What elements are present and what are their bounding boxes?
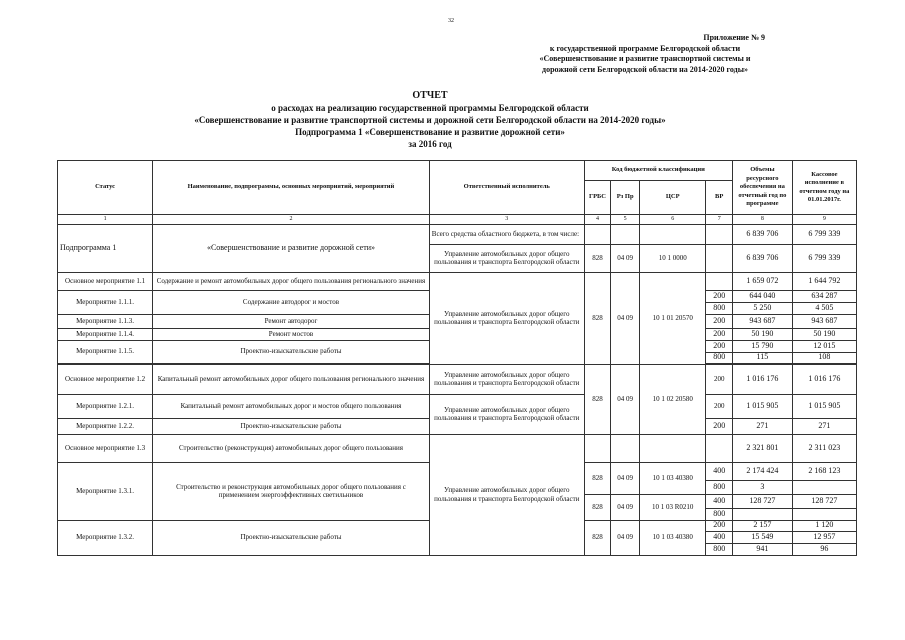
header-volume: Объемы ресурсного обеспечения на отчетный год по программе — [733, 161, 793, 215]
cash-cell: 271 — [792, 418, 856, 434]
csr-cell: 10 1 0000 — [640, 244, 706, 272]
rzpr-cell — [611, 434, 640, 462]
csr-cell: 10 1 03 40380 — [640, 520, 706, 555]
grbs-cell: 828 — [584, 520, 611, 555]
vr-cell: 400 — [706, 494, 733, 508]
status-cell: Мероприятие 1.3.2. — [58, 520, 153, 555]
vr-cell — [706, 224, 733, 244]
cash-cell: 943 687 — [792, 314, 856, 328]
col-num: 1 — [58, 215, 153, 225]
report-subprogram: Подпрограмма 1 «Совершенствование и развитие дорожной сети» — [295, 127, 565, 137]
volume-cell: 6 839 706 — [733, 224, 793, 244]
executor-cell: Всего средства областного бюджета, в том числе: — [429, 224, 584, 244]
csr-cell: 10 1 02 20580 — [640, 364, 706, 434]
vr-cell: 200 — [706, 418, 733, 434]
cash-cell: 12 957 — [792, 531, 856, 543]
rzpr-cell: 04 09 — [611, 272, 640, 364]
name-cell: Содержание автодорог и мостов — [153, 290, 430, 314]
status-cell: Мероприятие 1.1.5. — [58, 340, 153, 363]
executor-cell: Управление автомобильных дорог общего пользования и транспорта Белгородской области — [429, 272, 584, 364]
name-cell: Ремонт автодорог — [153, 314, 430, 328]
rzpr-cell: 04 09 — [611, 520, 640, 555]
col-num: 2 — [153, 215, 430, 225]
cash-cell: 634 287 — [792, 290, 856, 302]
vr-cell: 800 — [706, 508, 733, 520]
vr-cell: 400 — [706, 531, 733, 543]
cash-cell — [792, 480, 856, 494]
vr-cell: 200 — [706, 328, 733, 340]
report-subtitle-2: «Совершенствование и развитие транспортной системы и дорожной сети Белгородской области на 2014-2020 годы» — [194, 115, 666, 125]
appendix-number: Приложение № 9 — [703, 33, 765, 42]
volume-cell: 15 790 — [733, 340, 793, 352]
volume-cell: 943 687 — [733, 314, 793, 328]
cash-cell: 6 799 339 — [792, 244, 856, 272]
cash-cell: 4 505 — [792, 302, 856, 314]
csr-cell: 10 1 01 20570 — [640, 272, 706, 364]
csr-cell: 10 1 03 R0210 — [640, 494, 706, 520]
vr-cell: 800 — [706, 352, 733, 363]
volume-cell: 6 839 706 — [733, 244, 793, 272]
cash-cell — [792, 508, 856, 520]
grbs-cell: 828 — [584, 364, 611, 434]
vr-cell: 200 — [706, 364, 733, 394]
vr-cell — [706, 272, 733, 290]
grbs-cell — [584, 224, 611, 244]
vr-cell: 800 — [706, 480, 733, 494]
name-cell: Проектно-изыскательские работы — [153, 418, 430, 434]
col-num: 3 — [429, 215, 584, 225]
header-grbs: ГРБС — [584, 181, 611, 215]
name-cell: Капитальный ремонт автомобильных дорог общего пользования регионального значения — [153, 364, 430, 394]
executor-cell: Управление автомобильных дорог общего пользования и транспорта Белгородской области — [429, 244, 584, 272]
report-title — [150, 90, 710, 150]
header-csr: ЦСР — [640, 181, 706, 215]
name-cell: Содержание и ремонт автомобильных дорог общего пользования регионального значения — [153, 272, 430, 290]
col-num: 6 — [640, 215, 706, 225]
header-executor: Ответственный исполнитель — [429, 161, 584, 215]
cash-cell: 2 311 023 — [792, 434, 856, 462]
cash-cell: 1 015 905 — [792, 394, 856, 418]
rzpr-cell: 04 09 — [611, 244, 640, 272]
appendix-header — [525, 33, 765, 75]
status-cell: Основное мероприятие 1.2 — [58, 364, 153, 394]
report-year: за 2016 год — [408, 139, 452, 149]
col-num: 5 — [611, 215, 640, 225]
status-cell: Мероприятие 1.1.3. — [58, 314, 153, 328]
cash-cell: 128 727 — [792, 494, 856, 508]
vr-cell: 200 — [706, 290, 733, 302]
header-vr: ВР — [706, 181, 733, 215]
grbs-cell: 828 — [584, 462, 611, 494]
status-cell: Мероприятие 1.3.1. — [58, 462, 153, 520]
status-cell: Мероприятие 1.1.4. — [58, 328, 153, 340]
col-num: 4 — [584, 215, 611, 225]
vr-cell: 200 — [706, 314, 733, 328]
col-num: 9 — [792, 215, 856, 225]
volume-cell — [733, 508, 793, 520]
name-cell: Ремонт мостов — [153, 328, 430, 340]
page-number: 32 — [448, 18, 454, 24]
appendix-ref: к государственной программе Белгородской области — [549, 43, 741, 53]
status-cell: Мероприятие 1.2.1. — [58, 394, 153, 418]
expense-table — [57, 160, 857, 556]
name-cell: Капитальный ремонт автомобильных дорог и мостов общего пользования — [153, 394, 430, 418]
vr-cell — [706, 244, 733, 272]
volume-cell: 271 — [733, 418, 793, 434]
cash-cell: 1 644 792 — [792, 272, 856, 290]
rzpr-cell: 04 09 — [611, 364, 640, 434]
rzpr-cell — [611, 224, 640, 244]
volume-cell: 5 250 — [733, 302, 793, 314]
grbs-cell: 828 — [584, 494, 611, 520]
vr-cell: 800 — [706, 302, 733, 314]
header-rzpr: Рз Пр — [611, 181, 640, 215]
cash-cell: 6 799 339 — [792, 224, 856, 244]
volume-cell: 2 174 424 — [733, 462, 793, 480]
volume-cell: 1 015 905 — [733, 394, 793, 418]
vr-cell: 800 — [706, 543, 733, 555]
header-budget-code: Код бюджетной классификации — [584, 161, 732, 181]
report-heading: ОТЧЕТ — [412, 90, 448, 101]
col-num: 7 — [706, 215, 733, 225]
name-cell: Проектно-изыскательские работы — [153, 340, 430, 363]
vr-cell: 400 — [706, 462, 733, 480]
report-subtitle-1: о расходах на реализацию государственной программы Белгородской области — [271, 103, 589, 113]
cash-cell: 2 168 123 — [792, 462, 856, 480]
header-cash: Кассовое исполнение в отчетном году на 01.01.2017г. — [792, 161, 856, 215]
cash-cell: 1 120 — [792, 520, 856, 531]
cash-cell: 108 — [792, 352, 856, 363]
vr-cell: 200 — [706, 520, 733, 531]
rzpr-cell: 04 09 — [611, 494, 640, 520]
status-cell: Основное мероприятие 1.3 — [58, 434, 153, 462]
name-cell: Проектно-изыскательские работы — [153, 520, 430, 555]
name-cell: «Совершенствование и развитие дорожной сети» — [153, 224, 430, 272]
status-cell: Мероприятие 1.1.1. — [58, 290, 153, 314]
volume-cell: 941 — [733, 543, 793, 555]
col-num: 8 — [733, 215, 793, 225]
name-cell: Строительство и реконструкция автомобильных дорог общего пользования с применением энергоэффективных светильников — [153, 462, 430, 520]
vr-cell: 200 — [706, 340, 733, 352]
header-status: Статус — [58, 161, 153, 215]
volume-cell: 2 321 801 — [733, 434, 793, 462]
volume-cell: 644 040 — [733, 290, 793, 302]
grbs-cell — [584, 434, 611, 462]
vr-cell: 200 — [706, 394, 733, 418]
cash-cell: 96 — [792, 543, 856, 555]
volume-cell: 50 190 — [733, 328, 793, 340]
volume-cell: 2 157 — [733, 520, 793, 531]
name-cell: Строительство (реконструкция) автомобильных дорог общего пользования — [153, 434, 430, 462]
appendix-program-1: «Совершенствование и развитие транспортной системы и — [539, 54, 751, 63]
cash-cell: 50 190 — [792, 328, 856, 340]
executor-cell: Управление автомобильных дорог общего пользования и транспорта Белгородской области — [429, 394, 584, 434]
executor-cell: Управление автомобильных дорог общего пользования и транспорта Белгородской области — [429, 364, 584, 394]
status-cell: Подпрограмма 1 — [58, 224, 153, 272]
grbs-cell: 828 — [584, 244, 611, 272]
volume-cell: 1 016 176 — [733, 364, 793, 394]
rzpr-cell: 04 09 — [611, 462, 640, 494]
csr-cell — [640, 434, 706, 462]
cash-cell: 12 015 — [792, 340, 856, 352]
status-cell: Мероприятие 1.2.2. — [58, 418, 153, 434]
cash-cell: 1 016 176 — [792, 364, 856, 394]
volume-cell: 15 549 — [733, 531, 793, 543]
header-name: Наименование, подпрограммы, основных мероприятий, мероприятий — [153, 161, 430, 215]
volume-cell: 1 659 072 — [733, 272, 793, 290]
csr-cell: 10 1 03 40380 — [640, 462, 706, 494]
volume-cell: 128 727 — [733, 494, 793, 508]
appendix-program-2: дорожной сети Белгородской области на 2014-2020 годы» — [542, 64, 748, 74]
volume-cell: 3 — [733, 480, 793, 494]
executor-cell: Управление автомобильных дорог общего пользования и транспорта Белгородской области — [429, 434, 584, 555]
volume-cell: 115 — [733, 352, 793, 363]
status-cell: Основное мероприятие 1.1 — [58, 272, 153, 290]
vr-cell — [706, 434, 733, 462]
csr-cell — [640, 224, 706, 244]
grbs-cell: 828 — [584, 272, 611, 364]
